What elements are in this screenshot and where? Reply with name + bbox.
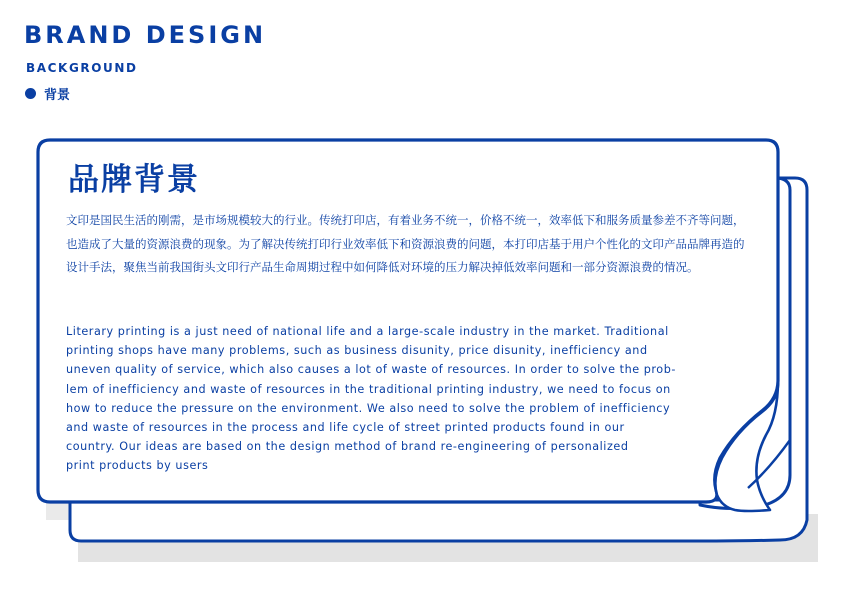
english-line: country. Our ideas are based on the design method of brand re-engineering of personalized (66, 440, 629, 454)
english-paragraph (66, 322, 746, 476)
english-line: uneven quality of service, which also causes a lot of waste of resources. In order to solve the prob- (66, 363, 676, 377)
section-label: 背景 (44, 87, 71, 103)
english-line: lem of inefficiency and waste of resources in the traditional printing industry, we need to focus on (66, 382, 671, 396)
card-heading: 品牌背景 (68, 162, 200, 198)
english-line: and waste of resources in the process and life cycle of street printed products found in our (66, 421, 625, 435)
chinese-paragraph: 文印是国民生活的刚需，是市场规模较大的行业。传统打印店，有着业务不统一，价格不统一，效率低下和服务质量参差不齐等问题，也造成了大量的资源浪费的现象。为了解决传统打印行业效率低下和资源浪费的问题，本打印店基于用户个性化的文印产品品牌再造的设计手法，聚焦当前我国街头文印行产品生命周期过程中如何降低对环境的压力解决掉低效率问题和一部分资源浪费的情况。 (66, 213, 745, 274)
page-subtitle: BACKGROUND (26, 61, 138, 75)
page-title: BRAND DESIGN (24, 21, 267, 49)
english-line: print products by users (66, 459, 209, 473)
english-line: how to reduce the pressure on the environment. We also need to solve the problem of inefficiency (66, 401, 671, 415)
english-line: Literary printing is a just need of national life and a large-scale industry in the market. Traditional (66, 325, 669, 338)
english-line: printing shops have many problems, such as business disunity, price disunity, inefficiency and (66, 344, 648, 358)
